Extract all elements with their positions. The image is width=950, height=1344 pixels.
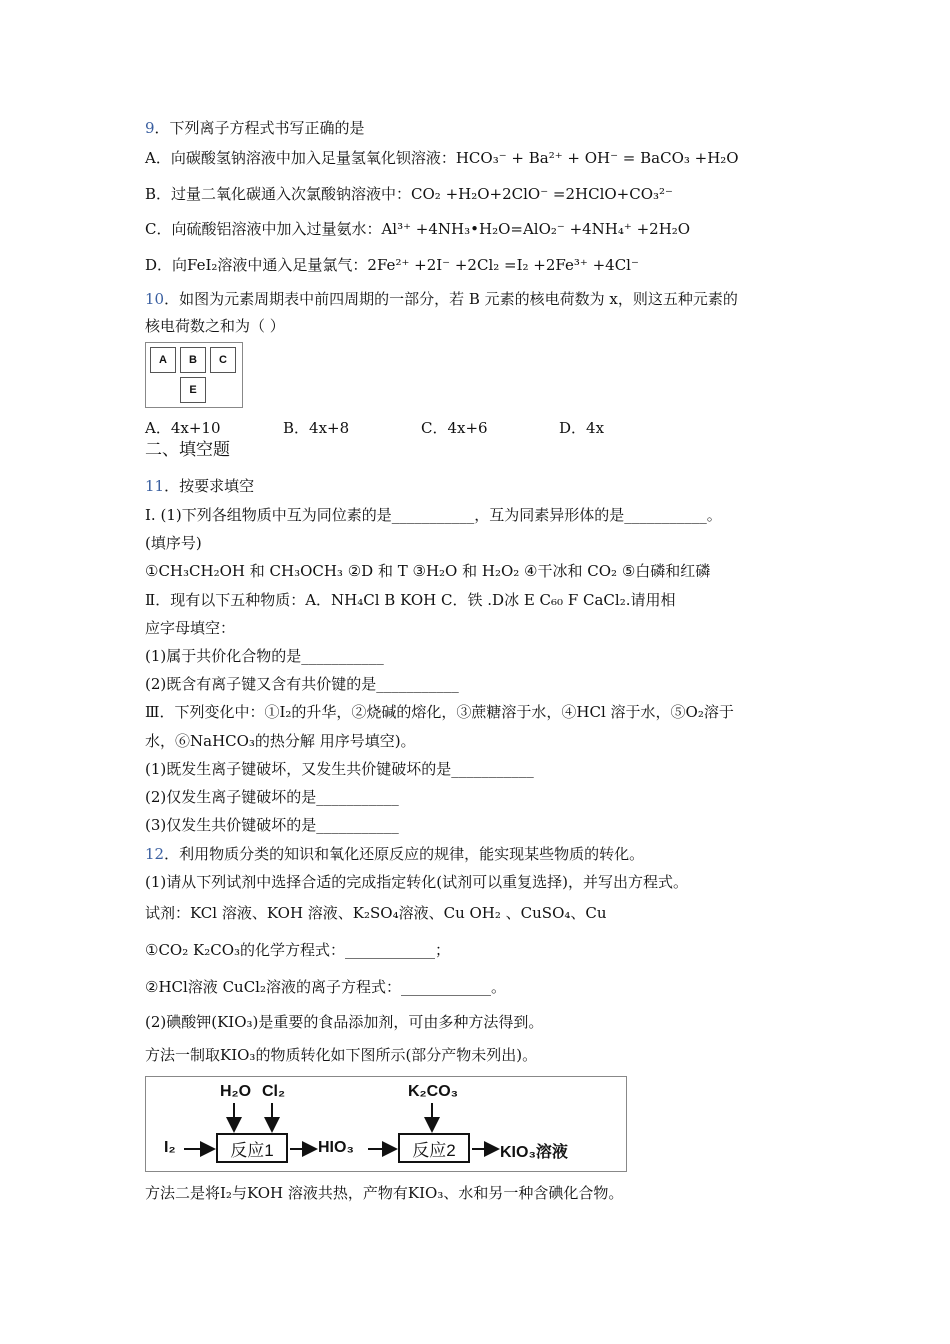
q10-option-a: A．4x+10: [145, 419, 221, 437]
diagram-i2-label: I₂: [164, 1139, 176, 1156]
q9-option-d: D．向FeI₂溶液中通入足量氯气：2Fe²⁺ +2I⁻ +2Cl₂ =I₂ +2Fe³⁺ +4Cl⁻: [145, 256, 639, 274]
q10-stem-continued: 核电荷数之和为（ ）: [145, 317, 285, 335]
q9-stem: 9．下列离子方程式书写正确的是: [145, 119, 365, 137]
kio3-flow-diagram: [145, 1076, 627, 1172]
cell-a: A: [150, 347, 176, 373]
q12-part1: (1)请从下列试剂中选择合适的完成指定转化(试剂可以重复选择)，并写出方程式。: [145, 873, 688, 891]
diagram-cl2-label: Cl₂: [262, 1083, 286, 1100]
section-heading: 二、填空题: [145, 440, 230, 460]
q10-number: 10: [145, 290, 165, 308]
q11-part3-intro-continued: 水，⑥NaHCO₃的热分解 用序号填空)。: [145, 732, 416, 750]
q11-part3-q3: (3)仅发生共价键破坏的是___________: [145, 816, 399, 834]
q10-option-d: D．4x: [559, 419, 605, 437]
q11-part2-intro-continued: 应字母填空：: [145, 619, 236, 637]
q9-option-c: C．向硫酸铝溶液中加入过量氨水：Al³⁺ +4NH₃•H₂O=AlO₂⁻ +4NH₄⁺ +2H₂O: [145, 220, 691, 238]
q11-number: 11: [145, 477, 165, 495]
q9-option-a: A．向碳酸氢钠溶液中加入足量氢氧化钡溶液：HCO₃⁻ + Ba²⁺ + OH⁻ = BaCO₃ +H₂O: [145, 149, 739, 167]
q11-part3-q1: (1)既发生离子键破坏，又发生共价键破坏的是___________: [145, 760, 534, 778]
diagram-arrows: [146, 1077, 626, 1171]
diagram-hio3-label: HIO₃: [318, 1139, 354, 1156]
q12-method-2: 方法二是将I₂与KOH 溶液共热，产物有KIO₃、水和另一种含碘化合物。: [145, 1184, 624, 1202]
periodic-table-fragment: [145, 342, 243, 408]
q11-stem: 11．按要求填空: [145, 477, 255, 495]
diagram-h2o-label: H₂O: [220, 1083, 252, 1100]
q11-part2-intro: Ⅱ．现有以下五种物质：A．NH₄Cl B KOH C．铁 .D冰 E C₆₀ F CaCl₂.请用相: [145, 591, 676, 609]
q10-option-b: B．4x+8: [283, 419, 350, 437]
q12-equation-1: ①CO₂ K₂CO₃的化学方程式：____________；: [145, 941, 451, 959]
q11-part2-q1: (1)属于共价化合物的是___________: [145, 647, 384, 665]
q12-number: 12: [145, 845, 165, 863]
cell-b: B: [180, 347, 206, 373]
q10-options: [145, 418, 697, 438]
q11-part2-q2: (2)既含有离子键又含有共价键的是___________: [145, 675, 459, 693]
q10-stem: 10．如图为元素周期表中前四周期的一部分，若 B 元素的核电荷数为 x，则这五种元素的: [145, 290, 738, 308]
cell-c: C: [210, 347, 236, 373]
q12-equation-2: ②HCl溶液 CuCl₂溶液的离子方程式：____________。: [145, 978, 506, 996]
q11-part1-choices: ①CH₃CH₂OH 和 CH₃OCH₃ ②D 和 T ③H₂O 和 H₂O₂ ④干冰和 CO₂ ⑤白磷和红磷: [145, 562, 711, 580]
q12-stem: 12．利用物质分类的知识和氧化还原反应的规律，能实现某些物质的转化。: [145, 845, 645, 863]
q9-option-b: B．过量二氧化碳通入次氯酸钠溶液中：CO₂ +H₂O+2ClO⁻ =2HClO+CO₃²⁻: [145, 185, 673, 203]
diagram-reaction-1-box: 反应1: [216, 1133, 288, 1163]
q12-method-1: 方法一制取KIO₃的物质转化如下图所示(部分产物未列出)。: [145, 1046, 538, 1064]
diagram-reaction-2-box: 反应2: [398, 1133, 470, 1163]
q11-part1-note: (填序号): [145, 534, 202, 552]
q11-part3-q2: (2)仅发生离子键破坏的是___________: [145, 788, 399, 806]
q11-part3-intro: Ⅲ．下列变化中：①I₂的升华，②烧碱的熔化，③蔗糖溶于水，④HCl 溶于水，⑤O₂溶于: [145, 703, 734, 721]
q11-part1-question: Ⅰ. (1)下列各组物质中互为同位素的是___________，互为同素异形体的是___________。: [145, 506, 722, 524]
diagram-k2co3-label: K₂CO₃: [408, 1083, 459, 1100]
diagram-kio3-label: KIO₃溶液: [500, 1144, 568, 1161]
q12-part2: (2)碘酸钾(KIO₃)是重要的食品添加剂，可由多种方法得到。: [145, 1013, 544, 1031]
cell-e: E: [180, 377, 206, 403]
q10-option-c: C．4x+6: [421, 419, 488, 437]
q9-number: 9: [145, 119, 155, 137]
q12-reagents: 试剂：KCl 溶液、KOH 溶液、K₂SO₄溶液、Cu OH₂ 、CuSO₄、Cu: [145, 904, 607, 922]
